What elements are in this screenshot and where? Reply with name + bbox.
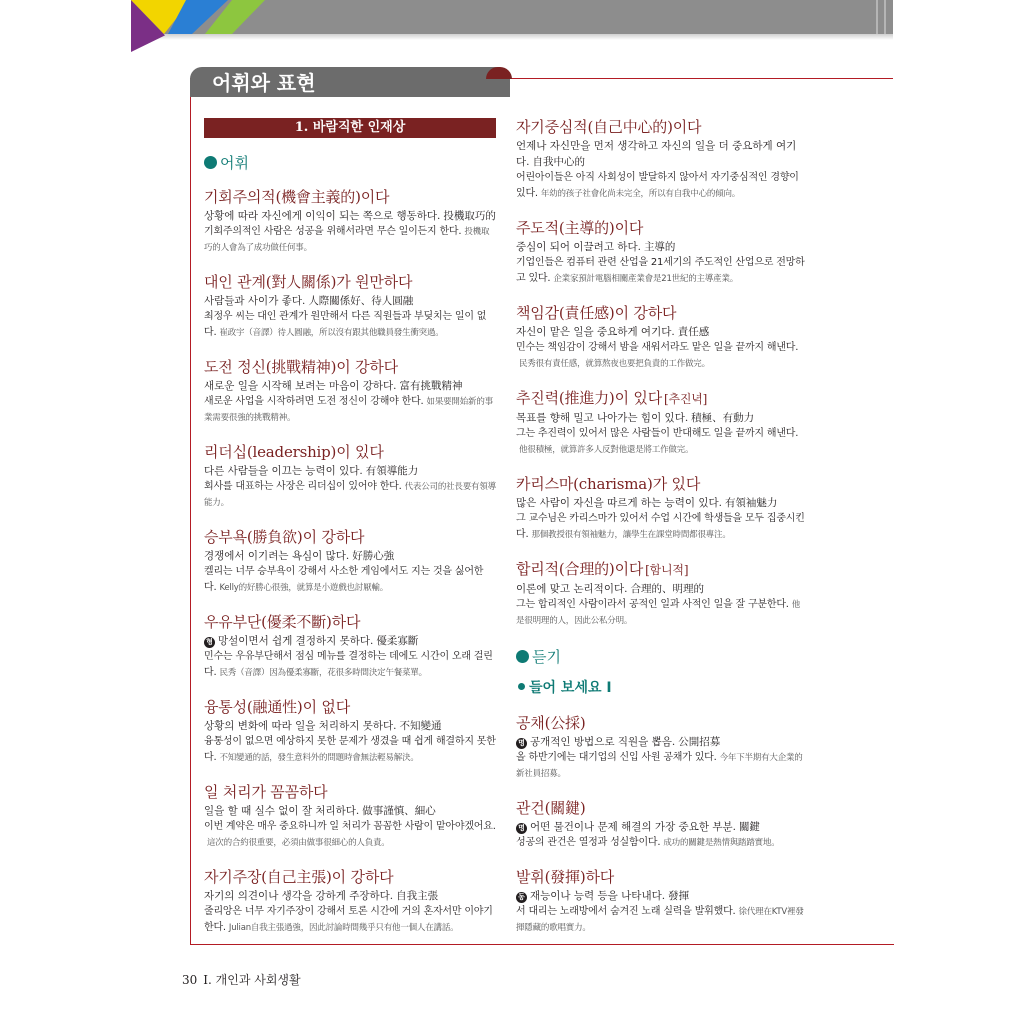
example-text: 최정우 씨는 대인 관계가 원만해서 다른 직원들과 부딪치는 일이 없다. (204, 311, 487, 338)
example-translation: 這次的合約很重要，必須由做事很細心的人負責。 (207, 838, 390, 848)
example-text: 켈리는 너무 승부욕이 강해서 사소한 게임에서도 지는 것을 싫어한다. (204, 566, 484, 593)
entry-meaning (516, 888, 806, 904)
example-translation: Kelly的好勝心很強，就算是小遊戲也討厭輸。 (219, 583, 388, 593)
example-sentence (516, 170, 806, 202)
entry-meaning (516, 410, 806, 426)
example-text: 서 대리는 노래방에서 숨겨진 노래 실력을 발휘했다. (516, 906, 736, 917)
entry-meaning (204, 463, 496, 479)
example-text: 민수는 책임감이 강해서 밤을 새워서라도 맡은 일을 끝까지 해낸다. (516, 342, 799, 353)
small-bullet-icon (518, 683, 525, 690)
example-text: 어린아이들은 아직 사회성이 발달하지 않아서 자기중심적인 경향이 있다. (516, 172, 799, 199)
example-sentence (204, 564, 496, 596)
vocab-entry (516, 473, 806, 543)
content-frame-top-line (510, 78, 893, 79)
vocab-entry (516, 387, 806, 458)
chinese-gloss: 公開招募 (678, 736, 721, 748)
chinese-gloss: 合理的、明理的 (630, 583, 704, 595)
meaning-text: 일을 할 때 실수 없이 잘 처리하다. (204, 805, 360, 817)
entry-meaning (204, 888, 496, 904)
example-translation: 崔政宇（音譯）待人圓融，所以沒有跟其他職員發生衝突過。 (219, 328, 444, 338)
entry-title (516, 387, 806, 410)
entry-title (204, 781, 496, 803)
entry-meaning (516, 819, 806, 835)
example-sentence (204, 479, 496, 511)
chinese-gloss: 自我主張 (396, 890, 439, 902)
entry-title (204, 441, 496, 463)
chinese-gloss: 責任感 (677, 326, 710, 338)
example-translation: 不知變通的話，發生意料外的問題時會無法輕易解決。 (219, 753, 419, 763)
example-translation: Julian自我主張過強，因此討論時間幾乎只有他一個人在講話。 (228, 923, 459, 933)
page-title: 어휘와 표현 (212, 71, 316, 95)
example-text: 기회주의적인 사람은 성공을 위해서라면 무슨 일이든지 한다. (204, 226, 462, 237)
banner-tick (876, 0, 878, 34)
example-sentence (516, 835, 806, 851)
entry-title (516, 302, 806, 324)
example-sentence (516, 904, 806, 936)
example-sentence (516, 750, 806, 782)
part-of-speech-badge: 명 (516, 823, 527, 834)
meaning-text: 자신이 맡은 일을 중요하게 여기다. (516, 326, 675, 338)
vocab-entry (204, 356, 496, 426)
example-sentence (204, 904, 496, 936)
example-text: 성공의 관건은 열정과 성실함이다. (516, 837, 661, 848)
chinese-gloss: 不知變通 (399, 720, 442, 732)
entry-meaning (204, 378, 496, 394)
listen-heading-label: 듣기 (532, 648, 561, 666)
chinese-gloss: 積極、有動力 (691, 412, 755, 424)
example-sentence (204, 819, 496, 851)
entry-title (204, 611, 496, 633)
example-translation: 今年下半期有大企業的新社員招募。 (516, 753, 803, 779)
entry-meaning (204, 803, 496, 819)
page-footer (182, 971, 301, 988)
vocab-entry (204, 526, 496, 596)
entry-title (204, 271, 496, 293)
vocab-entry (204, 186, 496, 256)
vocab-heading-label: 어휘 (220, 154, 249, 172)
part-of-speech-badge: 동 (516, 892, 527, 903)
example-translation: 年幼的孩子社會化尚未完全，所以有自我中心的傾向。 (540, 189, 741, 199)
meaning-text: 경쟁에서 이기려는 욕심이 많다. (204, 550, 350, 562)
listen-subheading (518, 676, 806, 700)
chinese-gloss: 自我中心的 (532, 156, 585, 168)
right-entry-list (516, 116, 806, 629)
example-text: 그는 추진력이 있어서 많은 사람들이 반대해도 일을 끝까지 해낸다. (516, 428, 799, 439)
example-translation: 代表公司的社長要有領導能力。 (204, 482, 496, 508)
meaning-text: 새로운 일을 시작해 보려는 마음이 강하다. (204, 380, 397, 392)
meaning-text: 자기의 의견이나 생각을 강하게 주장하다. (204, 890, 394, 902)
bullet-dot-icon (204, 156, 217, 169)
part-of-speech-badge: 형 (204, 637, 215, 648)
example-text: 이번 계약은 매우 중요하니까 일 처리가 꼼꼼한 사람이 맡아야겠어요. (204, 821, 496, 832)
example-translation: 徐代理在KTV裡發揮隱藏的歌唱實力。 (516, 907, 804, 933)
right-column (516, 116, 806, 951)
page-number: 30 (182, 973, 198, 987)
entry-title (204, 696, 496, 718)
example-translation: 他是很明理的人，因此公私分明。 (516, 600, 801, 626)
chinese-gloss: 富有挑戰精神 (399, 380, 463, 392)
entry-title-text: 도전 정신(挑戰精神)이 강하다 (204, 358, 398, 376)
entry-meaning (516, 239, 806, 255)
meaning-text: 공개적인 방법으로 직원을 뽑음. (530, 736, 676, 748)
entry-title-text: 주도적(主導的)이다 (516, 219, 644, 237)
example-sentence (516, 597, 806, 629)
example-sentence (516, 511, 806, 543)
example-sentence (204, 309, 496, 341)
entry-title-text: 자기중심적(自己中心的)이다 (516, 118, 702, 136)
example-sentence (516, 340, 806, 372)
vocab-heading (204, 150, 496, 176)
example-translation: 如果要開始新的事業需要很強的挑戰精神。 (204, 397, 493, 423)
vocab-entry (516, 302, 806, 372)
entry-title-text: 우유부단(優柔不斷)하다 (204, 613, 361, 631)
banner-tick (884, 0, 886, 34)
example-text: 기업인들은 컴퓨터 관련 산업을 21세기의 주도적인 산업으로 전망하고 있다. (516, 257, 805, 284)
example-text: 새로운 사업을 시작하려면 도전 정신이 강해야 한다. (204, 396, 424, 407)
example-text: 그 교수님은 카리스마가 있어서 수업 시간에 학생들을 모두 집중시킨다. (516, 513, 805, 540)
chinese-gloss: 有領導能力 (365, 465, 419, 477)
example-sentence (516, 426, 806, 458)
entry-title (516, 217, 806, 239)
example-translation: 民秀（音譯）因為優柔寡斷，花很多時間決定午餐菜單。 (219, 668, 427, 678)
example-translation: 那個教授很有領袖魅力，讓學生在課堂時間都很專注。 (531, 530, 731, 540)
meaning-text: 중심이 되어 이끌려고 하다. (516, 241, 641, 253)
example-translation: 投機取巧的人會為了成功做任何事。 (204, 227, 490, 253)
meaning-text: 다른 사람들을 이끄는 능력이 있다. (204, 465, 363, 477)
vocab-entry (516, 116, 806, 202)
entry-title (204, 356, 496, 378)
left-entry-list (204, 186, 496, 936)
example-sentence (204, 649, 496, 681)
entry-meaning (204, 718, 496, 734)
entry-title-text: 승부욕(勝負欲)이 강하다 (204, 528, 365, 546)
entry-meaning (204, 293, 496, 309)
entry-title (516, 866, 806, 888)
example-sentence (204, 734, 496, 766)
meaning-text: 재능이나 능력 등을 나타내다. (530, 890, 666, 902)
entry-meaning (516, 324, 806, 340)
entry-title-text: 발휘(發揮)하다 (516, 868, 615, 886)
entry-title (516, 797, 806, 819)
entry-title-text: 자기주장(自己主張)이 강하다 (204, 868, 394, 886)
left-column (204, 118, 496, 951)
entry-title (516, 558, 806, 581)
meaning-text: 상황에 따라 자신에게 이익이 되는 쪽으로 행동하다. (204, 210, 441, 222)
entry-title-text: 일 처리가 꼼꼼하다 (204, 783, 328, 801)
entry-title-text: 관건(關鍵) (516, 799, 586, 817)
header-tab-curl (486, 67, 512, 79)
listen-entry-list (516, 712, 806, 936)
pronunciation-note: [추진녁] (664, 392, 708, 406)
example-text: 회사를 대표하는 사장은 리더십이 있어야 한다. (204, 481, 402, 492)
chapter-label: I. 개인과 사회생활 (203, 973, 301, 987)
meaning-text: 상황의 변화에 따라 일을 처리하지 못하다. (204, 720, 397, 732)
vocab-entry (204, 611, 496, 681)
listen-subheading-label: 들어 보세요 I (529, 680, 612, 696)
example-text: 줄리앙은 너무 자기주장이 강해서 토론 시간에 거의 혼자서만 이야기한다. (204, 906, 493, 933)
vocab-entry (516, 797, 806, 851)
example-translation: 企業家預計電腦相關產業會是21世紀的主導產業。 (553, 274, 739, 284)
vocab-entry (516, 217, 806, 287)
entry-title-text: 대인 관계(對人關係)가 원만하다 (204, 273, 413, 291)
entry-title-text: 합리적(合理的)이다 (516, 560, 644, 578)
section-title-bar: 1. 바람직한 인재상 (204, 118, 496, 138)
entry-title-text: 기회주의적(機會主義的)이다 (204, 188, 390, 206)
entry-title (204, 866, 496, 888)
entry-meaning (516, 734, 806, 750)
entry-title (516, 712, 806, 734)
part-of-speech-badge: 명 (516, 738, 527, 749)
vocab-entry (516, 712, 806, 782)
entry-title-text: 카리스마(charisma)가 있다 (516, 475, 701, 493)
chinese-gloss: 好勝心強 (352, 550, 395, 562)
chinese-gloss: 發揮 (668, 890, 690, 902)
meaning-text: 많은 사람이 자신을 따르게 하는 능력이 있다. (516, 497, 722, 509)
meaning-text: 어떤 물건이나 문제 해결의 가장 중요한 부분. (530, 821, 736, 833)
example-translation: 民秀很有責任感，就算熬夜也要把負責的工作做完。 (519, 359, 710, 369)
entry-meaning (516, 495, 806, 511)
chinese-gloss: 做事謹慎、細心 (362, 805, 436, 817)
vocab-entry (204, 866, 496, 936)
example-sentence (204, 224, 496, 256)
vocab-entry (204, 696, 496, 766)
meaning-text: 사람들과 사이가 좋다. (204, 295, 306, 307)
vocab-entry (516, 558, 806, 629)
entry-title-text: 공채(公採) (516, 714, 586, 732)
example-translation: 成功的關鍵是熱情與踏踏實地。 (663, 838, 780, 848)
chinese-gloss: 優柔寡斷 (376, 635, 419, 647)
entry-meaning (204, 208, 496, 224)
entry-title-text: 융통성(融通性)이 없다 (204, 698, 351, 716)
example-text: 융통성이 없으면 예상하지 못한 문제가 생겼을 때 쉽게 해결하지 못한다. (204, 736, 496, 763)
entry-title (204, 526, 496, 548)
chinese-gloss: 人際關係好、待人圓融 (308, 295, 414, 307)
meaning-text: 언제나 자신만을 먼저 생각하고 자신의 일을 더 중요하게 여기다. (516, 140, 797, 168)
entry-meaning (516, 138, 806, 170)
meaning-text: 이론에 맞고 논리적이다. (516, 583, 628, 595)
entry-title (516, 116, 806, 138)
entry-title-text: 책임감(責任感)이 강하다 (516, 304, 677, 322)
entry-title (204, 186, 496, 208)
pronunciation-note: [함니적] (645, 563, 689, 577)
vocab-entry (204, 781, 496, 851)
example-text: 그는 합리적인 사람이라서 공적인 일과 사적인 일을 잘 구분한다. (516, 599, 789, 610)
example-text: 올 하반기에는 대기업의 신입 사원 공채가 있다. (516, 752, 717, 763)
example-translation: 他很積極，就算許多人反對他還是將工作做完。 (519, 445, 694, 455)
vocab-entry (204, 271, 496, 341)
meaning-text: 목표를 향해 밀고 나아가는 힘이 있다. (516, 412, 689, 424)
entry-title (516, 473, 806, 495)
chinese-gloss: 主導的 (643, 241, 676, 253)
entry-meaning (516, 581, 806, 597)
chinese-gloss: 關鍵 (738, 821, 760, 833)
listen-heading (516, 644, 806, 670)
chinese-gloss: 有領袖魅力 (724, 497, 778, 509)
entry-meaning (204, 633, 496, 649)
entry-meaning (204, 548, 496, 564)
example-text: 민수는 우유부단해서 점심 메뉴를 결정하는 데에도 시간이 오래 걸린다. (204, 651, 493, 678)
top-banner-shadow (131, 34, 893, 40)
entry-title-text: 추진력(推進力)이 있다 (516, 389, 663, 407)
chinese-gloss: 投機取巧的 (443, 210, 496, 222)
example-sentence (204, 394, 496, 426)
example-sentence (516, 255, 806, 287)
bullet-dot-icon (516, 650, 529, 663)
vocab-entry (516, 866, 806, 936)
meaning-text: 망설이면서 쉽게 결정하지 못하다. (218, 635, 374, 647)
vocab-entry (204, 441, 496, 511)
entry-title-text: 리더십(leadership)이 있다 (204, 443, 384, 461)
